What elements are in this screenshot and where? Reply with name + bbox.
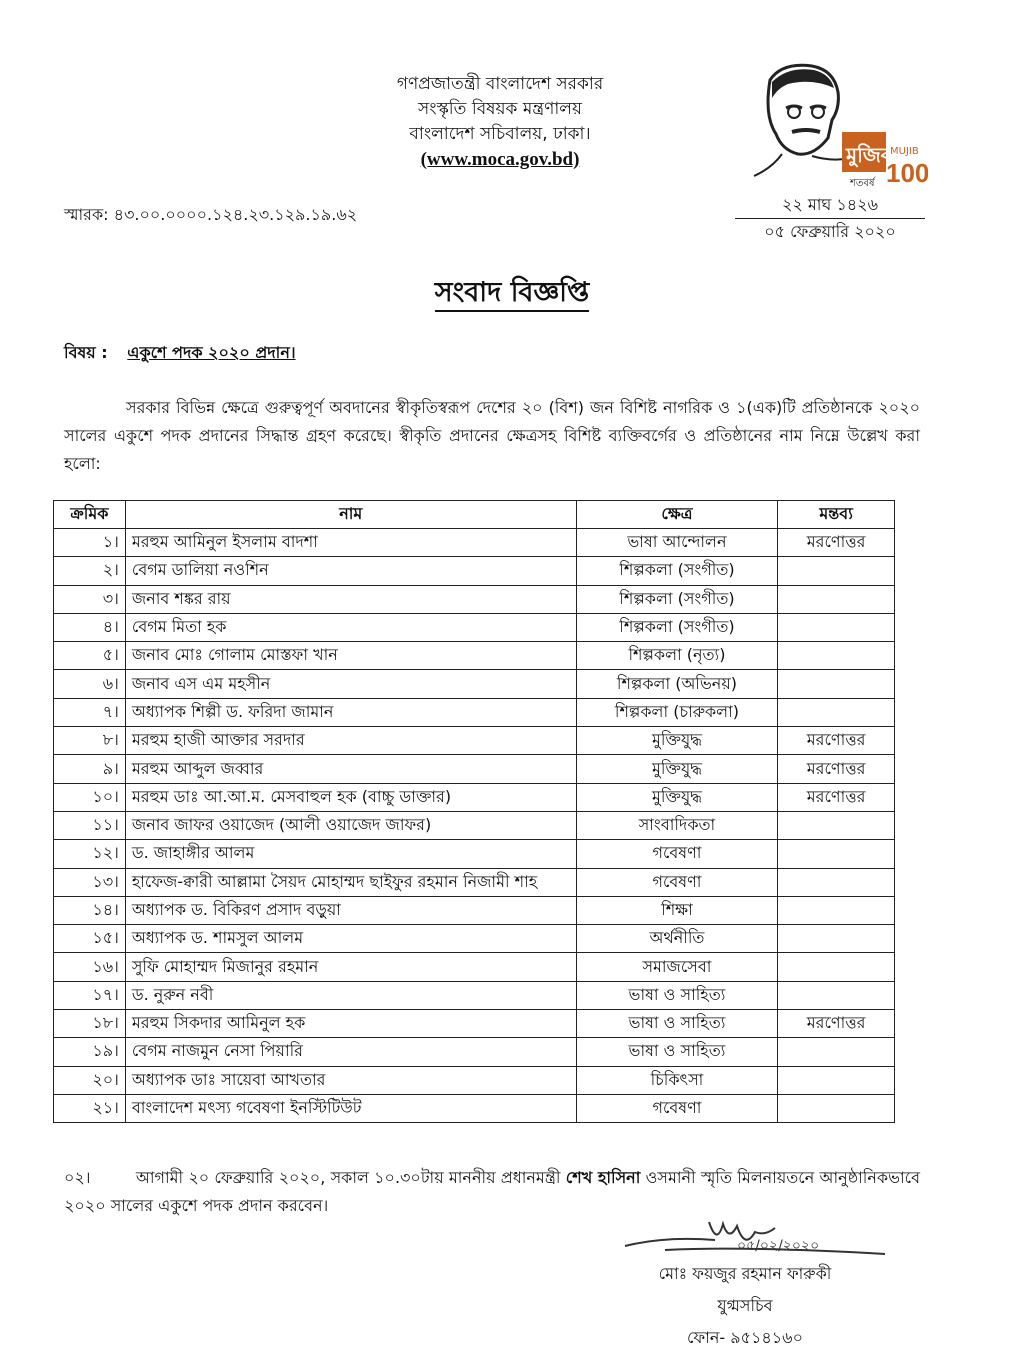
cell-field: শিল্পকলা (চারুকলা): [576, 698, 778, 726]
paragraph-number: ০২।: [64, 1168, 91, 1187]
cell-serial: ৪।: [54, 613, 126, 641]
table-row: [54, 642, 895, 670]
header-field: ক্ষেত্র: [576, 501, 778, 529]
table-row: [54, 868, 895, 896]
cell-serial: ১৬।: [54, 953, 126, 981]
cell-field: ভাষা আন্দোলন: [576, 529, 778, 557]
cell-serial: ১৫।: [54, 925, 126, 953]
table-row: [54, 811, 895, 839]
cell-remark: [778, 868, 895, 896]
ministry-name: সংস্কৃতি বিষয়ক মন্ত্রণালয়: [418, 99, 582, 119]
subject-label: বিষয় :: [64, 343, 108, 362]
table-row: [54, 1038, 895, 1066]
govt-name: গণপ্রজাতন্ত্রী বাংলাদেশ সরকার: [396, 74, 604, 94]
gregorian-date: ০৫ ফেব্রুয়ারি ২০২০: [764, 222, 896, 241]
cell-remark: [778, 925, 895, 953]
cell-field: শিল্পকলা (অভিনয়): [576, 670, 778, 698]
cell-field: শিল্পকলা (নৃত্য): [576, 642, 778, 670]
title-text: সংবাদ বিজ্ঞপ্তি: [435, 277, 589, 312]
cell-remark: মরণোত্তর: [778, 783, 895, 811]
table-row: [54, 783, 895, 811]
subject-line: [64, 340, 296, 367]
cell-field: ভাষা ও সাহিত্য: [576, 1010, 778, 1038]
cell-remark: মরণোত্তর: [778, 727, 895, 755]
cell-serial: ২০।: [54, 1066, 126, 1094]
cell-remark: [778, 698, 895, 726]
cell-serial: ৫।: [54, 642, 126, 670]
cell-field: শিল্পকলা (সংগীত): [576, 557, 778, 585]
cell-serial: ৮।: [54, 727, 126, 755]
cell-serial: ১৭।: [54, 981, 126, 1009]
cell-remark: [778, 1094, 895, 1122]
logo-sub: শতবর্ষ: [850, 178, 875, 189]
cell-field: সাংবাদিকতা: [576, 811, 778, 839]
logo-number: 100: [886, 158, 928, 188]
cell-remark: [778, 1038, 895, 1066]
table-row: [54, 1094, 895, 1122]
table-row: [54, 896, 895, 924]
cell-remark: [778, 840, 895, 868]
cell-serial: ১।: [54, 529, 126, 557]
cell-remark: [778, 642, 895, 670]
page-title: [0, 272, 1024, 317]
date-block: [735, 192, 925, 244]
intro-text: সরকার বিভিন্ন ক্ষেত্রে গুরুত্বপূর্ণ অবদানের স্বীকৃতিস্বরূপ দেশের ২০ (বিশ) জন বিশিষ্ট নাগরিক ও ১(এক)টি প্রতিষ্ঠানকে ২০২০ সালের একুশে পদক প্রদানের সিদ্ধান্ত গ্রহণ করেছে। স্বীকৃতি প্রদানের ক্ষেত্রসহ বিশিষ্ট ব্যক্তিবর্গের ও প্রতিষ্ঠানের নাম নিম্নে উল্লেখ করা হলো:: [64, 398, 920, 473]
cell-field: চিকিৎসা: [576, 1066, 778, 1094]
cell-name: মরহুম সিকদার আমিনুল হক: [125, 1010, 576, 1038]
cell-field: শিল্পকলা (সংগীত): [576, 585, 778, 613]
cell-remark: [778, 811, 895, 839]
logo-text-bn: মুজিব: [846, 143, 892, 167]
pm-name: শেখ হাসিনা: [565, 1168, 641, 1187]
cell-remark: [778, 953, 895, 981]
table-row: [54, 698, 895, 726]
intro-paragraph: [64, 394, 920, 478]
cell-serial: ১৯।: [54, 1038, 126, 1066]
table-row: [54, 727, 895, 755]
cell-field: মুক্তিযুদ্ধ: [576, 755, 778, 783]
cell-remark: মরণোত্তর: [778, 529, 895, 557]
signatory: [620, 1258, 870, 1354]
header-remark: মন্তব্য: [778, 501, 895, 529]
cell-name: জনাব জাফর ওয়াজেদ (আলী ওয়াজেদ জাফর): [125, 811, 576, 839]
cell-remark: মরণোত্তর: [778, 1010, 895, 1038]
cell-name: বাংলাদেশ মৎস্য গবেষণা ইনস্টিটিউট: [125, 1094, 576, 1122]
cell-field: ভাষা ও সাহিত্য: [576, 1038, 778, 1066]
cell-name: জনাব মোঃ গোলাম মোস্তফা খান: [125, 642, 576, 670]
letterhead: [300, 72, 700, 172]
cell-serial: ১৪।: [54, 896, 126, 924]
cell-serial: ১৩।: [54, 868, 126, 896]
cell-field: অর্থনীতি: [576, 925, 778, 953]
memo-number: স্মারক: ৪৩.০০.০০০০.১২৪.২৩.১২৯.১৯.৬২: [64, 205, 358, 224]
cell-remark: [778, 585, 895, 613]
cell-serial: ২।: [54, 557, 126, 585]
cell-serial: ৩।: [54, 585, 126, 613]
signatory-phone: ফোন- ৯৫১৪১৬০: [687, 1328, 803, 1347]
cell-name: জনাব শঙ্কর রায়: [125, 585, 576, 613]
cell-serial: ২১।: [54, 1094, 126, 1122]
table-row: [54, 557, 895, 585]
cell-name: বেগম ডালিয়া নওশিন: [125, 557, 576, 585]
table-row: [54, 1010, 895, 1038]
cell-remark: [778, 981, 895, 1009]
paragraph-2-before: আগামী ২০ ফেব্রুয়ারি ২০২০, সকাল ১০.৩০টায় মাননীয় প্রধানমন্ত্রী: [135, 1168, 561, 1187]
cell-serial: ৭।: [54, 698, 126, 726]
cell-serial: ৯।: [54, 755, 126, 783]
header-name: নাম: [125, 501, 576, 529]
table-row: [54, 840, 895, 868]
signatory-designation: যুগ্মসচিব: [717, 1296, 773, 1315]
cell-name: ড. নুরুন নবী: [125, 981, 576, 1009]
subject-text: একুশে পদক ২০২০ প্রদান।: [127, 343, 296, 362]
secretariat-address: বাংলাদেশ সচিবালয়, ঢাকা।: [409, 124, 591, 144]
signature-date: ০৫/০২/২০২০: [737, 1238, 820, 1254]
table-row: [54, 529, 895, 557]
paragraph-2-after: ওসমানী স্মৃতি মিলনায়তনে আনুষ্ঠানিকভাবে ২০২০ সালের একুশে পদক প্রদান করবেন।: [64, 1168, 921, 1215]
cell-name: অধ্যাপক ড. বিকিরণ প্রসাদ বড়ুয়া: [125, 896, 576, 924]
cell-remark: [778, 613, 895, 641]
cell-name: সুফি মোহাম্মদ মিজানুর রহমান: [125, 953, 576, 981]
table-row: [54, 953, 895, 981]
cell-remark: [778, 557, 895, 585]
cell-serial: ১৮।: [54, 1010, 126, 1038]
table-row: [54, 981, 895, 1009]
portrait-logo-icon: [742, 58, 928, 190]
cell-name: অধ্যাপক শিল্পী ড. ফরিদা জামান: [125, 698, 576, 726]
cell-serial: ৬।: [54, 670, 126, 698]
cell-name: মরহুম আমিনুল ইসলাম বাদশা: [125, 529, 576, 557]
cell-field: শিল্পকলা (সংগীত): [576, 613, 778, 641]
cell-name: হাফেজ-ক্বারী আল্লামা সৈয়দ মোহাম্মদ ছাইফুর রহমান নিজামী শাহ: [125, 868, 576, 896]
bangla-date: ২২ মাঘ ১৪২৬: [735, 192, 925, 219]
signatory-name: মোঃ ফয়জুর রহমান ফারুকী: [658, 1264, 832, 1283]
cell-field: ভাষা ও সাহিত্য: [576, 981, 778, 1009]
cell-field: গবেষণা: [576, 1094, 778, 1122]
cell-field: সমাজসেবা: [576, 953, 778, 981]
cell-remark: [778, 896, 895, 924]
mujib-100-logo: [742, 58, 928, 190]
cell-field: মুক্তিযুদ্ধ: [576, 783, 778, 811]
cell-field: শিক্ষা: [576, 896, 778, 924]
cell-name: বেগম মিতা হক: [125, 613, 576, 641]
cell-name: মরহুম আব্দুল জব্বার: [125, 755, 576, 783]
cell-serial: ১১।: [54, 811, 126, 839]
table-row: [54, 1066, 895, 1094]
cell-name: ড. জাহাঙ্গীর আলম: [125, 840, 576, 868]
website-link[interactable]: (www.moca.gov.bd): [420, 149, 580, 170]
cell-serial: ১২।: [54, 840, 126, 868]
cell-name: বেগম নাজমুন নেসা পিয়ারি: [125, 1038, 576, 1066]
table-row: [54, 585, 895, 613]
header-serial: ক্রমিক: [54, 501, 126, 529]
cell-serial: ১০।: [54, 783, 126, 811]
cell-name: মরহুম ডাঃ আ.আ.ম. মেসবাহুল হক (বাচ্চু ডাক্তার): [125, 783, 576, 811]
cell-field: মুক্তিযুদ্ধ: [576, 727, 778, 755]
cell-name: মরহুম হাজী আক্তার সরদার: [125, 727, 576, 755]
table-row: [54, 613, 895, 641]
table-header-row: [54, 501, 895, 529]
cell-remark: [778, 670, 895, 698]
logo-text-en: MUJIB: [890, 146, 919, 157]
awardee-table: [53, 500, 895, 1123]
cell-name: অধ্যাপক ডাঃ সায়েবা আখতার: [125, 1066, 576, 1094]
table-row: [54, 925, 895, 953]
table-row: [54, 670, 895, 698]
cell-name: জনাব এস এম মহসীন: [125, 670, 576, 698]
cell-name: অধ্যাপক ড. শামসুল আলম: [125, 925, 576, 953]
table-row: [54, 755, 895, 783]
cell-field: গবেষণা: [576, 840, 778, 868]
cell-remark: [778, 1066, 895, 1094]
cell-remark: মরণোত্তর: [778, 755, 895, 783]
cell-field: গবেষণা: [576, 868, 778, 896]
